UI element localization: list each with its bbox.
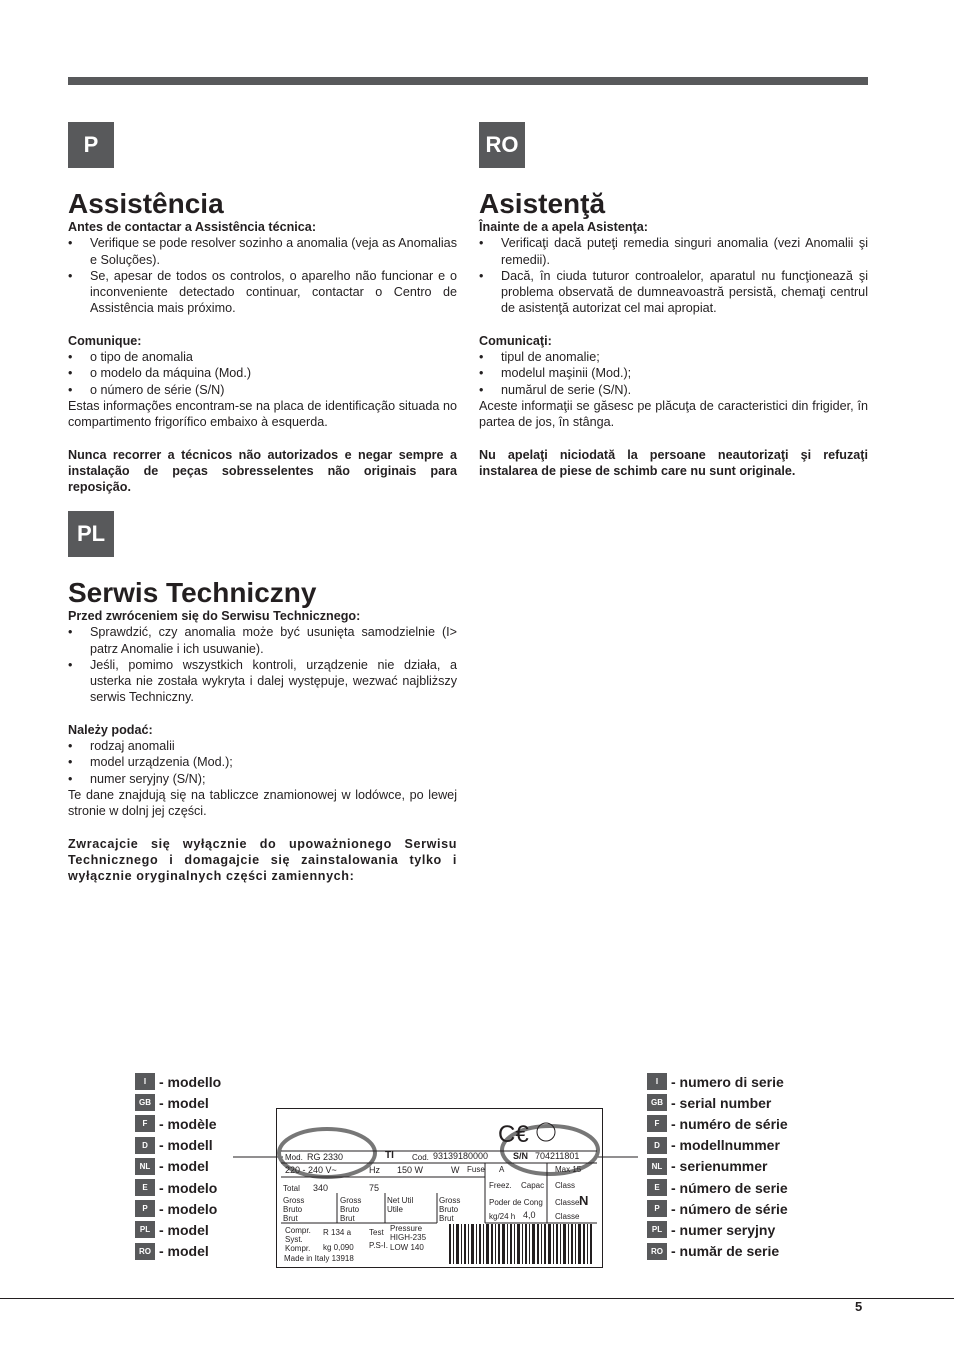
- plate-fuse: Fuse: [467, 1165, 485, 1174]
- info-paragraph: Aceste informaţii se găsesc pe plăcuţa de caracteristici din frigider, în partea de jos, în stânga.: [479, 398, 868, 430]
- plate-freez: Freez.: [489, 1181, 512, 1190]
- communicate-title: Comunicaţi:: [479, 333, 552, 348]
- language-badge-ro: RO: [479, 122, 525, 168]
- language-code-badge: GB: [647, 1094, 667, 1111]
- warning-paragraph: Zwracajcie się wyłącznie do upoważnionego Serwisu Technicznego i domagajcie się zainstalowania tylko i wyłącznie oryginalnych części zamiennych:: [68, 836, 457, 884]
- ce-mark-icon: [498, 1120, 558, 1146]
- plate-mod-value: RG 2330: [307, 1152, 344, 1162]
- language-code-badge: I: [647, 1073, 667, 1090]
- warning-paragraph: Nu apelaţi niciodată la persoane neautorizaţi şi refuzaţi instalarea de piese de schimb care nu sunt originale.: [479, 447, 868, 478]
- language-code-badge: E: [647, 1179, 667, 1196]
- model-label-text: - model: [159, 1094, 209, 1111]
- language-code-badge: PL: [135, 1221, 155, 1238]
- model-label-text: - model: [159, 1158, 209, 1175]
- model-label-text: - model: [159, 1243, 209, 1260]
- list-item: • numărul de serie (S/N).: [479, 382, 868, 398]
- serial-label-text: - numero di serie: [671, 1073, 784, 1090]
- plate-total: Total: [283, 1184, 300, 1193]
- language-code-badge: RO: [135, 1243, 155, 1260]
- plate-test: Test: [369, 1228, 384, 1237]
- plate-made-in: Made in Italy 13918: [284, 1254, 354, 1263]
- model-label-text: - modèle: [159, 1115, 217, 1132]
- plate-hz: Hz: [369, 1165, 380, 1175]
- language-code-badge: E: [135, 1179, 155, 1196]
- info-paragraph: Te dane znajdują się na tabliczce znamionowej w lodówce, po lewej stronie w dolnj jej części.: [68, 787, 457, 819]
- list-item: • modelul maşinii (Mod.);: [479, 365, 868, 381]
- plate-classe: Classe: [555, 1198, 580, 1207]
- list-item: • o modelo da máquina (Mod.): [68, 365, 457, 381]
- list-item: • rodzaj anomalii: [68, 738, 457, 754]
- list-item: • tipul de anomalie;: [479, 349, 868, 365]
- plate-kg24: kg/24 h: [489, 1212, 516, 1221]
- language-code-badge: RO: [647, 1243, 667, 1260]
- section-title: Assistência: [68, 188, 224, 219]
- plate-net: Net Util Utile: [387, 1196, 414, 1214]
- serial-label-text: - modellnummer: [671, 1137, 780, 1154]
- language-code-badge: P: [135, 1200, 155, 1217]
- list-item: • model urządzenia (Mod.);: [68, 754, 457, 770]
- plate-ti: TI: [385, 1150, 394, 1161]
- plate-low: LOW 140: [390, 1243, 424, 1252]
- plate-refrigerant: R 134 a: [323, 1228, 352, 1237]
- serial-label-text: - numer seryjny: [671, 1221, 776, 1238]
- plate-sn-value: 704211801: [535, 1151, 580, 1161]
- serial-label-text: - serial number: [671, 1094, 772, 1111]
- list-item: • o tipo de anomalia: [68, 349, 457, 365]
- language-badge-pl: PL: [68, 511, 114, 557]
- language-code-badge: F: [135, 1115, 155, 1132]
- rating-plate: [276, 1108, 603, 1268]
- plate-classe-2: Classe: [555, 1212, 580, 1221]
- plate-power: 150 W: [397, 1165, 424, 1175]
- language-code-badge: NL: [135, 1158, 155, 1175]
- language-code-badge: D: [135, 1137, 155, 1154]
- barcode-icon: [447, 1224, 597, 1264]
- section-title: Serwis Techniczny: [68, 577, 317, 608]
- list-item: • o número de série (S/N): [68, 382, 457, 398]
- plate-compr: Compr. Syst. Kompr.: [285, 1226, 311, 1253]
- serial-label-text: - número de série: [671, 1200, 788, 1217]
- plate-75: 75: [369, 1183, 380, 1193]
- serial-label-text: - număr de serie: [671, 1243, 780, 1260]
- page-number: 5: [855, 1299, 863, 1314]
- plate-psi: P.S-I.: [369, 1241, 388, 1250]
- list-item: • Verifique se pode resolver sozinho a anomalia (veja as Anomalias e Soluções).: [68, 235, 457, 268]
- plate-voltage: 220 - 240 V~: [285, 1165, 337, 1175]
- language-code-badge: F: [647, 1115, 667, 1132]
- plate-cod-label: Cod.: [412, 1153, 429, 1162]
- language-code-badge: D: [647, 1137, 667, 1154]
- section-intro: Înainte de a apela Asistenţa:: [479, 220, 648, 234]
- model-label-text: - modelo: [159, 1200, 218, 1217]
- list-item: • Dacă, în ciuda tuturor controalelor, aparatul nu funcţionează şi problema observată de dumneavoastră persistă, chemaţi centrul de asistenţă autorizat cel mai apropiat.: [479, 268, 868, 317]
- list-item: • Sprawdzić, czy anomalia może być usunięta samodzielnie (I> patrz Anomalie i ich usuwanie).: [68, 624, 457, 657]
- list-item: • Jeśli, pomimo wszystkich kontroli, urządzenie nie działa, a usterka nie została wykryta i dalej występuje, wezwać najbliższy serwis Techniczny.: [68, 657, 457, 706]
- serial-label-text: - número de serie: [671, 1179, 788, 1196]
- model-label-text: - modell: [159, 1137, 213, 1154]
- svg-text:C€: C€: [498, 1121, 529, 1146]
- plate-class-header: Class: [555, 1181, 576, 1190]
- plate-cod-value: 93139180000: [433, 1151, 489, 1161]
- plate-gross-1: Gross Bruto Brut: [283, 1196, 305, 1223]
- list-item: • numer seryjny (S/N);: [68, 771, 457, 787]
- language-code-badge: GB: [135, 1094, 155, 1111]
- plate-capac: Capac: [521, 1181, 545, 1190]
- communicate-title: Comunique:: [68, 333, 142, 348]
- footer-divider: [0, 1298, 954, 1299]
- section-intro: Antes de contactar a Assistência técnica:: [68, 220, 317, 234]
- plate-pressure: Pressure HIGH-235: [390, 1224, 427, 1242]
- plate-poder: Poder de Cong: [489, 1198, 543, 1207]
- model-label-text: - modello: [159, 1073, 222, 1090]
- plate-capacity-value: 4,0: [523, 1210, 536, 1220]
- info-paragraph: Estas informações encontram-se na placa de identificação situada no compartimento frigorífico embaixo à esquerda.: [68, 398, 457, 430]
- serial-label-text: - serienummer: [671, 1158, 768, 1175]
- language-code-badge: I: [135, 1073, 155, 1090]
- plate-kg: kg 0,090: [323, 1243, 354, 1252]
- language-code-badge: NL: [647, 1158, 667, 1175]
- plate-max: Max 15: [555, 1165, 582, 1174]
- plate-total-value: 340: [313, 1183, 329, 1193]
- plate-w2: W: [451, 1165, 460, 1175]
- model-label-text: - modelo: [159, 1179, 218, 1196]
- model-label-text: - model: [159, 1221, 209, 1238]
- language-code-badge: P: [647, 1200, 667, 1217]
- section-title: Asistenţă: [479, 188, 606, 219]
- list-item: • Se, apesar de todos os controlos, o aparelho não funcionar e o inconveniente detectado continuar, contactar o Centro de Assistência mais próximo.: [68, 268, 457, 317]
- plate-amp: A: [499, 1165, 505, 1174]
- language-badge-p: P: [68, 122, 114, 168]
- plate-class-value: N: [579, 1193, 589, 1208]
- plate-gross-3: Gross Bruto Brut: [439, 1196, 461, 1223]
- section-intro: Przed zwróceniem się do Serwisu Technicznego:: [68, 609, 361, 623]
- plate-gross-2: Gross Bruto Brut: [340, 1196, 362, 1223]
- plate-mod-label: Mod.: [285, 1153, 303, 1162]
- warning-paragraph: Nunca recorrer a técnicos não autorizados e negar sempre a instalação de peças sobresselentes não originais para reposição.: [68, 447, 457, 495]
- language-code-badge: PL: [647, 1221, 667, 1238]
- serial-label-text: - numéro de série: [671, 1115, 788, 1132]
- communicate-title: Należy podać:: [68, 722, 153, 737]
- list-item: • Verificaţi dacă puteţi remedia singuri anomalia (vezi Anomalii şi remedii).: [479, 235, 868, 268]
- plate-sn-label: S/N: [513, 1151, 529, 1161]
